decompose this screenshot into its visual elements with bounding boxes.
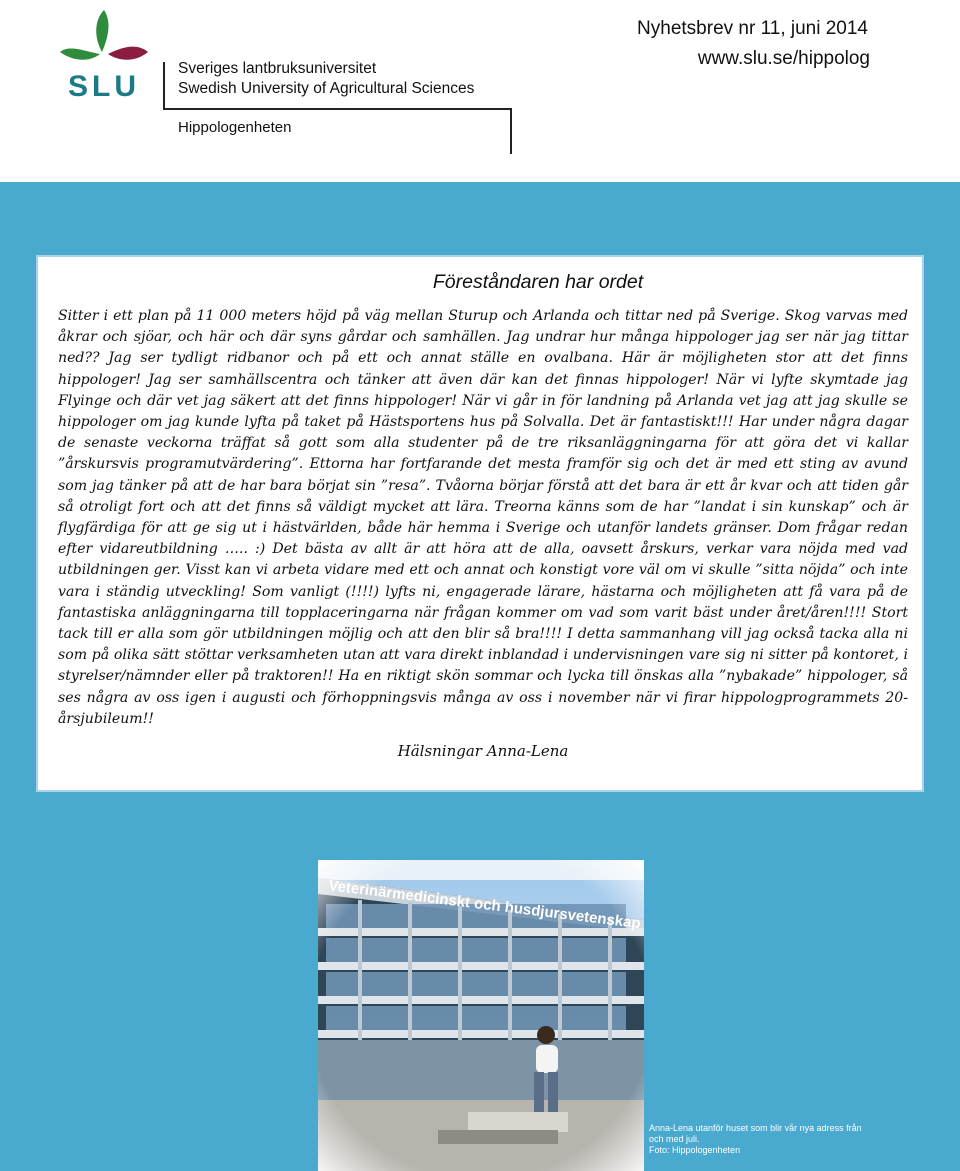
caption-line: Anna-Lena utanför huset som blir vår nya adress från: [649, 1123, 862, 1133]
newsletter-title: Nyhetsbrev nr 11, juni 2014: [637, 18, 868, 39]
header-rule: [163, 108, 511, 110]
caption-credit: Foto: Hippologenheten: [649, 1145, 741, 1155]
caption-line: och med juli.: [649, 1134, 700, 1144]
photo-caption: [649, 1123, 871, 1156]
logo-divider: [163, 62, 165, 108]
article-signature: Hälsningar Anna-Lena: [397, 742, 569, 761]
university-name-sv: Sveriges lantbruksuniversitet: [178, 60, 377, 77]
svg-text:SLU: SLU: [68, 70, 140, 100]
page-header: [0, 0, 960, 182]
article-box: [36, 255, 924, 792]
article-body: Sitter i ett plan på 11 000 meters höjd på väg mellan Sturup och Arlanda och tittar ned på Sverige. Skog varvas med åkrar och sjöar, och här och där syns gårdar och samhällen. Jag undrar hur många hippologer jag ser när jag tittar ned?? Jag ser tydligt ridbanor och på ett och annat ställe en ovalbana. Här är möjligheten stor att det finns hippologer! Jag ser samhällscentra och tänker att även där kan det finnas hippologer! När vi lyfte skymtade jag Flyinge och där vet jag säkert att det finns hippologer! När vi går in för landning på Arlanda vet jag att jag skulle se hippologer om jag kunde lyfta på taket på Hästsportens hus på Solvalla. Det är fantastiskt!!! Har under några dagar de senaste veckorna träffat så gott som alla studenter på de tre riksanläggningarna för att göra det vi kallar ”årskursvis programutvärdering”. Ettorna har fortfarande det mesta framför sig och det är med ett sting av avund som jag tänker på att de har bara börjat sin ”resa”. Tvåorna börjar förstå att det bara är ett år kvar och att tiden går så otroligt fort och att det finns så väldigt mycket att lära. Treorna känns som de har ”landat i sin kunskap” och är flygfärdiga för att ge sig ut i hästvärlden, både här hemma i Sverige och utanför landets gränser. Dom frågar redan efter vidareutbildning ….. :) Det bästa av allt är att höra att de alla, oavsett årskurs, verkar vara nöjda med vad utbildningen ger. Visst kan vi arbeta vidare med ett och annat och konstigt vore väl om vi skulle ”sitta nöjda” och inte vara i ständig utveckling! Som vanligt (!!!!) lyfts ni, engagerade lärare, hästarna och möjligheten att få vara på de fantastiska anläggningarna till topplaceringarna när frågan kommer om vad som varit bäst under året/åren!!!! Stort tack till er alla som gör utbildningen möjlig och att den blir så bra!!!! I detta sammanhang vill jag också tacka alla ni som på olika sätt stöttar verksamheten utan att vara direkt inblandad i undervisningen vare sig ni sitter på kontoret, i styrelser/nämnder eller på traktoren!! Ha en riktigt skön sommar och lycka till önskas alla ”nybakade” hippologer, så ses några av oss igen i augusti och förhoppningsvis många av oss i november när vi firar hippologprogrammets 20-årsjubileum!!: [58, 308, 908, 727]
building-photo: [318, 860, 644, 1171]
slu-logo: [56, 4, 152, 100]
unit-name: Hippologenheten: [178, 119, 292, 136]
header-rule-vertical: [510, 108, 512, 154]
article-title: Föreståndaren har ordet: [432, 271, 644, 293]
university-name-en: Swedish University of Agricultural Sciences: [178, 80, 475, 97]
website-link[interactable]: www.slu.se/hippolog: [697, 48, 870, 69]
